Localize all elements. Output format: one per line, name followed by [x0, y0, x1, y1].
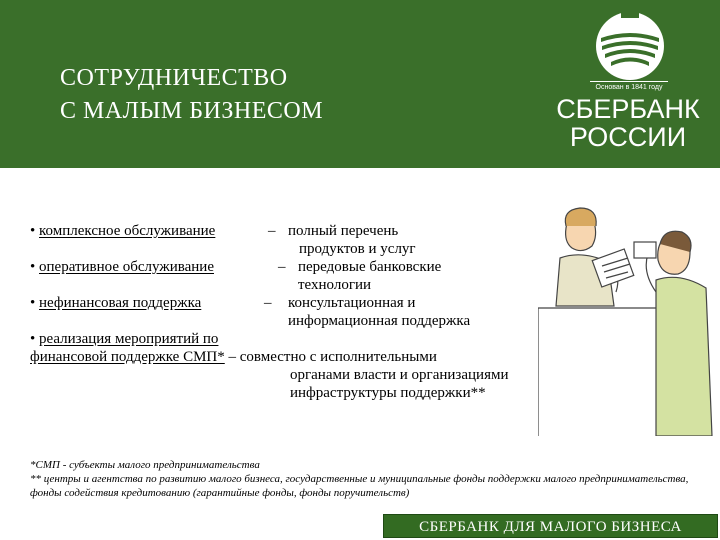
def-line: информационная поддержка: [288, 313, 471, 329]
item-term: [30, 222, 215, 240]
bullet: •: [30, 259, 36, 275]
logo-name-line-1: СБЕРБАНК: [556, 94, 700, 124]
item-definition: [288, 294, 470, 330]
bank-clerk-and-client-icon: [538, 196, 713, 436]
bullet: •: [30, 223, 36, 239]
def-line: инфраструктуры поддержки**: [290, 385, 486, 401]
def-line: продуктов и услуг: [299, 241, 416, 257]
footnotes: [30, 458, 690, 500]
def-line: совместно с исполнительными: [239, 349, 437, 365]
title-line-2: С МАЛЫМ БИЗНЕСОМ: [60, 98, 324, 124]
sberbank-small-business-button[interactable]: СБЕРБАНК ДЛЯ МАЛОГО БИЗНЕСА: [383, 514, 718, 538]
item-dash: –: [278, 259, 286, 275]
item-term: [30, 258, 214, 276]
footnote-2: ** центры и агентства по развитию малого бизнеса, государственные и муниципальные фонды поддержки малого предпринимательства, фонды содействия кредитованию (гарантийные фонды, фонды поручительств): [30, 473, 689, 499]
logo-divider: [590, 81, 668, 82]
footnote-1: *СМП - субъекты малого предпринимательства: [30, 459, 260, 471]
item-term: [30, 330, 508, 402]
item-term-text: финансовой поддержке СМП*: [30, 349, 225, 365]
page-title: [60, 62, 323, 128]
logo-bank-name: [548, 95, 708, 151]
def-line: технологии: [298, 277, 372, 293]
def-line: органами власти и организациями: [290, 367, 509, 383]
item-term-text: нефинансовая поддержка: [39, 295, 202, 311]
list-item: [30, 330, 570, 410]
item-term-text: оперативное обслуживание: [39, 259, 214, 275]
def-line: полный перечень: [288, 223, 399, 239]
item-term-text: комплексное обслуживание: [39, 223, 216, 239]
logo-name-line-2: РОССИИ: [569, 122, 687, 152]
item-definition: [288, 222, 416, 258]
list-item: [30, 294, 570, 330]
header-banner: [0, 0, 720, 168]
item-term-text: реализация мероприятий по: [39, 331, 219, 347]
bullet: •: [30, 295, 36, 311]
item-dash: –: [228, 349, 237, 365]
item-definition: [298, 258, 441, 294]
def-line: передовые банковские: [298, 259, 442, 275]
title-line-1: СОТРУДНИЧЕСТВО: [60, 65, 288, 91]
list-item: [30, 258, 570, 294]
item-dash: –: [264, 295, 272, 311]
logo-founded: Основан в 1841 году: [595, 84, 663, 91]
item-dash: –: [268, 223, 276, 239]
services-list: [30, 222, 570, 410]
sberbank-logo-icon: [585, 8, 675, 86]
item-term: [30, 294, 201, 312]
def-line: консультационная и: [288, 295, 416, 311]
bullet: •: [30, 331, 36, 347]
list-item: [30, 222, 570, 258]
